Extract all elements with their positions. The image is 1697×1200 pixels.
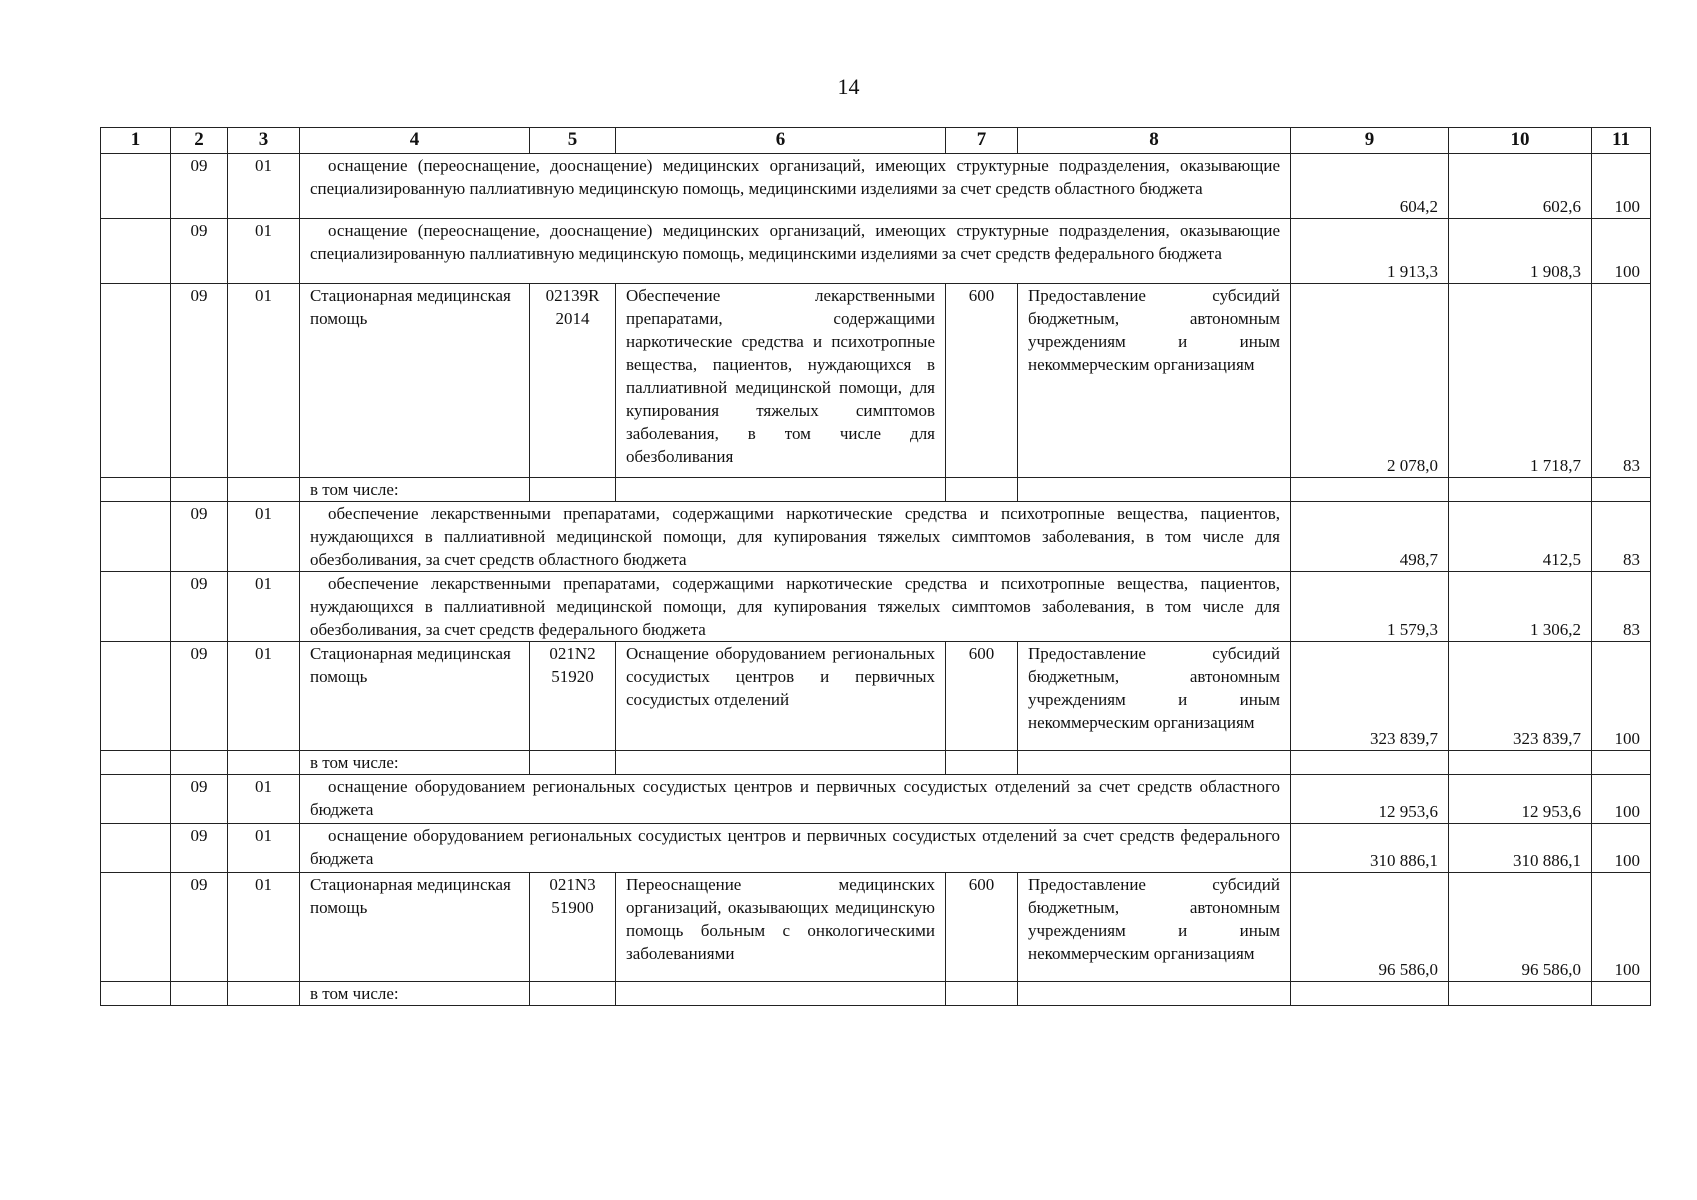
target-code-line1: 021N2 xyxy=(549,644,596,663)
cell-subsection: 01 xyxy=(228,502,300,572)
cell-percent: 100 xyxy=(1592,775,1651,824)
col-header-6: 6 xyxy=(616,128,946,154)
table-row xyxy=(101,751,1651,775)
budget-table xyxy=(100,127,1651,1006)
table-row xyxy=(101,502,1651,572)
cell-subsection: 01 xyxy=(228,572,300,642)
cell-percent: 100 xyxy=(1592,824,1651,873)
cell-expense-name: Предоставление субсидий бюджетным, автономным учреждениям и иным некоммерческим организациям xyxy=(1018,284,1291,478)
cell-description: оснащение оборудованием региональных сосудистых центров и первичных сосудистых отделений за счет средств областного бюджета xyxy=(300,775,1291,824)
cell-plan: 498,7 xyxy=(1291,502,1449,572)
cell-section: 09 xyxy=(171,154,228,219)
cell-expense-name: Предоставление субсидий бюджетным, автономным учреждениям и иным некоммерческим организациям xyxy=(1018,642,1291,751)
cell-actual: 412,5 xyxy=(1449,502,1592,572)
col-header-9: 9 xyxy=(1291,128,1449,154)
cell-col1 xyxy=(101,572,171,642)
col-header-10: 10 xyxy=(1449,128,1592,154)
cell-actual: 1 718,7 xyxy=(1449,284,1592,478)
cell-section: 09 xyxy=(171,824,228,873)
cell-percent: 100 xyxy=(1592,642,1651,751)
cell-description: оснащение (переоснащение, дооснащение) медицинских организаций, имеющих структурные подразделения, оказывающие специализированную паллиативную медицинскую помощь, медицинскими изделиями за счет средств областного бюджета xyxy=(300,154,1291,219)
cell-empty xyxy=(228,751,300,775)
col-header-2: 2 xyxy=(171,128,228,154)
cell-empty xyxy=(616,478,946,502)
cell-plan: 2 078,0 xyxy=(1291,284,1449,478)
cell-activity: Стационарная медицинская помощь xyxy=(300,284,530,478)
cell-col1 xyxy=(101,219,171,284)
cell-activity: Стационарная медицинская помощь xyxy=(300,642,530,751)
table-row xyxy=(101,775,1651,824)
cell-subsection: 01 xyxy=(228,219,300,284)
cell-measure: Переоснащение медицинских организаций, оказывающих медицинскую помощь больным с онкологическими заболеваниями xyxy=(616,873,946,982)
table-row xyxy=(101,219,1651,284)
cell-actual: 1 908,3 xyxy=(1449,219,1592,284)
cell-percent: 100 xyxy=(1592,873,1651,982)
cell-subsection: 01 xyxy=(228,154,300,219)
cell-empty xyxy=(1592,982,1651,1006)
cell-percent: 83 xyxy=(1592,572,1651,642)
cell-section: 09 xyxy=(171,642,228,751)
cell-target-code xyxy=(530,642,616,751)
cell-percent: 83 xyxy=(1592,284,1651,478)
cell-empty xyxy=(530,982,616,1006)
col-header-3: 3 xyxy=(228,128,300,154)
cell-empty xyxy=(1018,982,1291,1006)
table-row xyxy=(101,982,1651,1006)
cell-empty xyxy=(171,751,228,775)
page-number: 14 xyxy=(837,74,860,99)
table-row xyxy=(101,642,1651,751)
cell-empty xyxy=(946,751,1018,775)
col-header-11: 11 xyxy=(1592,128,1651,154)
col-header-8: 8 xyxy=(1018,128,1291,154)
cell-measure: Обеспечение лекарственными препаратами, содержащими наркотические средства и психотропные вещества, пациентов, нуждающихся в паллиативной медицинской помощи, для купирования тяжелых симптомов заболевания, в том числе для обезболивания xyxy=(616,284,946,478)
cell-actual: 323 839,7 xyxy=(1449,642,1592,751)
col-header-4: 4 xyxy=(300,128,530,154)
cell-section: 09 xyxy=(171,502,228,572)
cell-col1 xyxy=(101,642,171,751)
target-code-line2: 2014 xyxy=(555,309,590,328)
cell-section: 09 xyxy=(171,775,228,824)
cell-measure: Оснащение оборудованием региональных сосудистых центров и первичных сосудистых отделений xyxy=(616,642,946,751)
cell-col1 xyxy=(101,154,171,219)
cell-plan: 1 579,3 xyxy=(1291,572,1449,642)
cell-empty xyxy=(1018,478,1291,502)
cell-empty xyxy=(1291,982,1449,1006)
cell-plan: 96 586,0 xyxy=(1291,873,1449,982)
cell-section: 09 xyxy=(171,572,228,642)
target-code-line2: 51920 xyxy=(551,667,594,686)
cell-col1 xyxy=(101,284,171,478)
cell-actual: 310 886,1 xyxy=(1449,824,1592,873)
cell-empty xyxy=(1291,751,1449,775)
cell-actual: 96 586,0 xyxy=(1449,873,1592,982)
cell-description: обеспечение лекарственными препаратами, содержащими наркотические средства и психотропные вещества, пациентов, нуждающихся в паллиативной медицинской помощи, для купирования тяжелых симптомов заболевания, в том числе для обезболивания, за счет средств областного бюджета xyxy=(300,502,1291,572)
cell-description: обеспечение лекарственными препаратами, содержащими наркотические средства и психотропные вещества, пациентов, нуждающихся в паллиативной медицинской помощи, для купирования тяжелых симптомов заболевания, в том числе для обезболивания, за счет средств федерального бюджета xyxy=(300,572,1291,642)
cell-col1 xyxy=(101,502,171,572)
cell-empty xyxy=(1592,478,1651,502)
cell-plan: 12 953,6 xyxy=(1291,775,1449,824)
cell-expense-type: 600 xyxy=(946,642,1018,751)
cell-empty xyxy=(946,982,1018,1006)
cell-subsection: 01 xyxy=(228,284,300,478)
target-code-line1: 02139R xyxy=(545,286,600,305)
cell-empty xyxy=(946,478,1018,502)
cell-empty xyxy=(1449,478,1592,502)
cell-expense-type: 600 xyxy=(946,284,1018,478)
cell-percent: 83 xyxy=(1592,502,1651,572)
cell-including-label: в том числе: xyxy=(300,982,530,1006)
cell-subsection: 01 xyxy=(228,873,300,982)
table-row xyxy=(101,154,1651,219)
cell-plan: 1 913,3 xyxy=(1291,219,1449,284)
cell-empty xyxy=(1449,751,1592,775)
cell-expense-type: 600 xyxy=(946,873,1018,982)
cell-percent: 100 xyxy=(1592,154,1651,219)
cell-subsection: 01 xyxy=(228,642,300,751)
table-row xyxy=(101,478,1651,502)
cell-empty xyxy=(616,982,946,1006)
table-row xyxy=(101,284,1651,478)
cell-empty xyxy=(1291,478,1449,502)
cell-subsection: 01 xyxy=(228,824,300,873)
cell-activity: Стационарная медицинская помощь xyxy=(300,873,530,982)
col-header-1: 1 xyxy=(101,128,171,154)
cell-empty xyxy=(171,982,228,1006)
cell-empty xyxy=(101,751,171,775)
table-row xyxy=(101,873,1651,982)
col-header-7: 7 xyxy=(946,128,1018,154)
cell-empty xyxy=(1449,982,1592,1006)
cell-plan: 323 839,7 xyxy=(1291,642,1449,751)
cell-expense-name: Предоставление субсидий бюджетным, автономным учреждениям и иным некоммерческим организациям xyxy=(1018,873,1291,982)
cell-empty xyxy=(101,982,171,1006)
col-header-5: 5 xyxy=(530,128,616,154)
cell-col1 xyxy=(101,824,171,873)
cell-empty xyxy=(616,751,946,775)
cell-empty xyxy=(171,478,228,502)
cell-empty xyxy=(228,478,300,502)
cell-col1 xyxy=(101,775,171,824)
cell-target-code xyxy=(530,873,616,982)
cell-including-label: в том числе: xyxy=(300,751,530,775)
table-row xyxy=(101,824,1651,873)
cell-empty xyxy=(1018,751,1291,775)
cell-including-label: в том числе: xyxy=(300,478,530,502)
cell-section: 09 xyxy=(171,284,228,478)
cell-section: 09 xyxy=(171,219,228,284)
cell-description: оснащение оборудованием региональных сосудистых центров и первичных сосудистых отделений за счет средств федерального бюджета xyxy=(300,824,1291,873)
cell-actual: 602,6 xyxy=(1449,154,1592,219)
cell-empty xyxy=(101,478,171,502)
target-code-line2: 51900 xyxy=(551,898,594,917)
cell-empty xyxy=(530,478,616,502)
cell-actual: 12 953,6 xyxy=(1449,775,1592,824)
header-row xyxy=(101,128,1651,154)
cell-target-code xyxy=(530,284,616,478)
cell-col1 xyxy=(101,873,171,982)
cell-plan: 310 886,1 xyxy=(1291,824,1449,873)
cell-description: оснащение (переоснащение, дооснащение) медицинских организаций, имеющих структурные подразделения, оказывающие специализированную паллиативную медицинскую помощь, медицинскими изделиями за счет средств федерального бюджета xyxy=(300,219,1291,284)
cell-subsection: 01 xyxy=(228,775,300,824)
cell-empty xyxy=(530,751,616,775)
cell-empty xyxy=(228,982,300,1006)
cell-section: 09 xyxy=(171,873,228,982)
table-row xyxy=(101,572,1651,642)
cell-plan: 604,2 xyxy=(1291,154,1449,219)
target-code-line1: 021N3 xyxy=(549,875,596,894)
cell-actual: 1 306,2 xyxy=(1449,572,1592,642)
cell-empty xyxy=(1592,751,1651,775)
cell-percent: 100 xyxy=(1592,219,1651,284)
